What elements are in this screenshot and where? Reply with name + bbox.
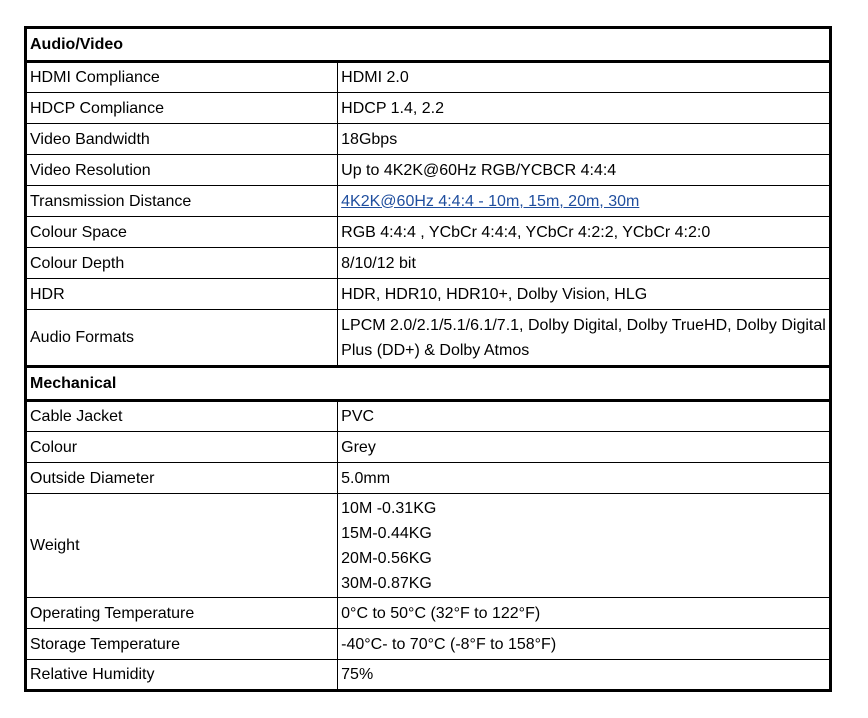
spec-value: 18Gbps [338, 124, 831, 155]
table-row [26, 432, 831, 463]
weight-value: 30M-0.87KG [341, 574, 432, 592]
spec-value: Up to 4K2K@60Hz RGB/YCBCR 4:4:4 [338, 155, 831, 186]
spec-label: Outside Diameter [26, 463, 338, 494]
section-title: Mechanical [26, 367, 831, 401]
table-row [26, 217, 831, 248]
table-row [26, 186, 831, 217]
spec-label: HDR [26, 279, 338, 310]
spec-value: Grey [338, 432, 831, 463]
spec-value: 0°C to 50°C (32°F to 122°F) [338, 598, 831, 629]
spec-label: Weight [26, 494, 338, 598]
spec-value: LPCM 2.0/2.1/5.1/6.1/7.1, Dolby Digital, Dolby TrueHD, Dolby Digital Plus (DD+) & Dolby Atmos [338, 310, 831, 367]
spec-value: PVC [338, 401, 831, 432]
table-row [26, 248, 831, 279]
table-row [26, 310, 831, 367]
spec-value: HDR, HDR10, HDR10+, Dolby Vision, HLG [338, 279, 831, 310]
spec-label: Transmission Distance [26, 186, 338, 217]
spec-value: 8/10/12 bit [338, 248, 831, 279]
spec-value: 75% [338, 660, 831, 691]
spec-value-list [338, 494, 831, 598]
table-row [26, 463, 831, 494]
table-row [26, 124, 831, 155]
spec-label: HDCP Compliance [26, 93, 338, 124]
section-header-mechanical [26, 367, 831, 401]
spec-label: Video Bandwidth [26, 124, 338, 155]
spec-table [24, 26, 832, 692]
spec-label: Colour Depth [26, 248, 338, 279]
spec-value: RGB 4:4:4 , YCbCr 4:4:4, YCbCr 4:2:2, YCbCr 4:2:0 [338, 217, 831, 248]
spec-label: Video Resolution [26, 155, 338, 186]
spec-label: Relative Humidity [26, 660, 338, 691]
weight-value: 10M -0.31KG [341, 499, 437, 517]
spec-label: Colour [26, 432, 338, 463]
table-row [26, 62, 831, 93]
table-row [26, 279, 831, 310]
table-row [26, 494, 831, 598]
spec-label: Colour Space [26, 217, 338, 248]
table-row [26, 629, 831, 660]
section-header-audio-video [26, 28, 831, 62]
spec-label: Operating Temperature [26, 598, 338, 629]
table-row [26, 155, 831, 186]
spec-value: -40°C- to 70°C (-8°F to 158°F) [338, 629, 831, 660]
spec-label: Storage Temperature [26, 629, 338, 660]
table-row [26, 93, 831, 124]
spec-value: HDCP 1.4, 2.2 [338, 93, 831, 124]
spec-value: HDMI 2.0 [338, 62, 831, 93]
table-row [26, 401, 831, 432]
section-title: Audio/Video [26, 28, 831, 62]
transmission-distance-link[interactable]: 4K2K@60Hz 4:4:4 - 10m, 15m, 20m, 30m [341, 192, 640, 210]
spec-label: Audio Formats [26, 310, 338, 367]
spec-value: 5.0mm [338, 463, 831, 494]
table-row [26, 598, 831, 629]
weight-value: 15M-0.44KG [341, 524, 432, 542]
weight-value: 20M-0.56KG [341, 549, 432, 567]
spec-label: HDMI Compliance [26, 62, 338, 93]
spec-label: Cable Jacket [26, 401, 338, 432]
table-row [26, 660, 831, 691]
spec-value-cell [338, 186, 831, 217]
